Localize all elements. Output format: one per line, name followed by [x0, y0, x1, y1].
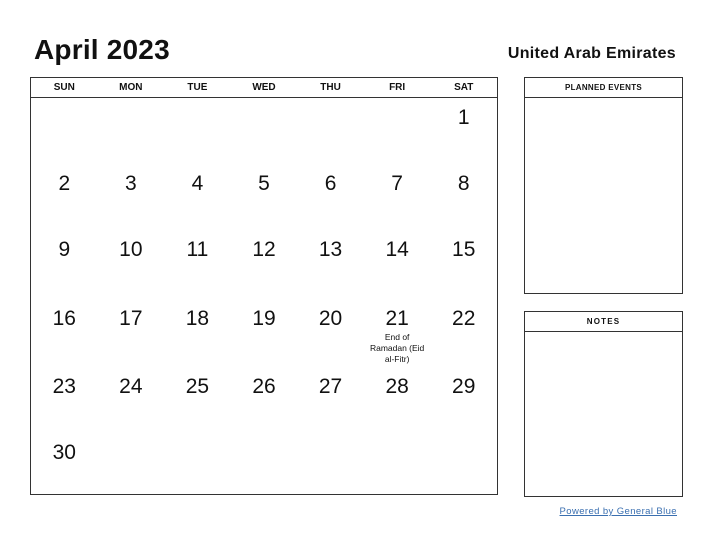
weekday-fri: FRI	[389, 82, 406, 93]
day-number: 6	[324, 172, 337, 195]
day-number: 27	[318, 375, 343, 398]
weekday-tue: TUE	[187, 82, 208, 93]
day-cell	[364, 238, 431, 262]
holiday-label: End of Ramadan (Eid al-Fitr)	[369, 332, 425, 364]
day-cell	[297, 238, 364, 262]
day-cell	[430, 375, 497, 399]
day-number: 22	[452, 307, 476, 330]
day-cell	[98, 238, 165, 262]
day-cell	[364, 307, 431, 365]
day-cell	[297, 441, 364, 465]
day-number: 5	[258, 172, 270, 195]
day-number: 13	[318, 238, 343, 261]
day-cell	[364, 375, 431, 399]
day-number: 10	[119, 238, 143, 261]
day-cell	[31, 307, 98, 365]
day-number: 12	[252, 238, 276, 261]
weekday-mon: MON	[119, 82, 143, 93]
week-row	[31, 106, 497, 130]
day-number: 14	[385, 238, 409, 261]
day-cell	[430, 106, 497, 130]
day-number: 4	[191, 172, 204, 195]
day-cell	[430, 307, 497, 365]
day-number: 16	[52, 307, 76, 330]
day-number: 11	[186, 238, 209, 261]
day-cell	[31, 375, 98, 399]
day-cell	[164, 307, 231, 365]
day-cell	[430, 172, 497, 196]
week-row	[31, 307, 497, 365]
powered-by-link[interactable]: Powered by General Blue	[559, 506, 677, 517]
weekday-header-row	[31, 78, 497, 98]
day-cell	[31, 172, 98, 196]
week-row	[31, 375, 497, 399]
weekday-sun: SUN	[53, 82, 75, 93]
weekday-wed: WED	[252, 82, 276, 93]
day-cell	[31, 106, 98, 130]
day-number: 17	[119, 307, 143, 330]
day-cell	[164, 441, 231, 465]
day-cell	[164, 106, 231, 130]
day-number: 21	[385, 307, 409, 330]
page-title: April 2023	[34, 34, 170, 65]
day-number: 25	[185, 375, 210, 398]
day-number: 15	[452, 238, 476, 261]
day-number: 18	[185, 307, 210, 330]
day-number: 9	[58, 238, 71, 261]
notes-title: NOTES	[525, 312, 682, 332]
day-cell	[364, 106, 431, 130]
weeks-container	[31, 98, 497, 494]
day-cell	[430, 441, 497, 465]
day-cell	[231, 307, 298, 365]
day-cell	[98, 106, 165, 130]
day-number: 29	[452, 375, 476, 398]
calendar-grid	[30, 77, 498, 495]
day-number: 3	[125, 172, 137, 195]
day-cell	[430, 238, 497, 262]
week-row	[31, 172, 497, 196]
week-row	[31, 238, 497, 262]
notes-panel	[524, 311, 683, 497]
day-cell	[231, 172, 298, 196]
day-number: 23	[52, 375, 76, 398]
day-number: 2	[58, 172, 71, 195]
day-cell	[164, 375, 231, 399]
day-cell	[31, 441, 98, 465]
day-cell	[364, 172, 431, 196]
day-number: 19	[252, 307, 276, 330]
day-number: 8	[457, 172, 470, 195]
day-cell	[164, 172, 231, 196]
day-number: 26	[252, 375, 276, 398]
day-cell	[364, 441, 431, 465]
day-cell	[98, 172, 165, 196]
day-number: 20	[318, 307, 343, 330]
country-label: United Arab Emirates	[507, 45, 676, 62]
day-cell	[297, 172, 364, 196]
planned-events-title: PLANNED EVENTS	[525, 78, 682, 98]
day-cell	[231, 375, 298, 399]
day-number: 1	[457, 106, 470, 129]
day-number: 28	[385, 375, 409, 398]
day-cell	[98, 441, 165, 465]
day-cell	[31, 238, 98, 262]
day-cell	[98, 375, 165, 399]
weekday-thu: THU	[320, 82, 341, 93]
planned-events-panel	[524, 77, 683, 294]
weekday-sat: SAT	[454, 82, 474, 93]
day-number: 7	[391, 172, 403, 195]
day-cell	[231, 238, 298, 262]
day-cell	[164, 238, 231, 262]
day-cell	[297, 375, 364, 399]
week-row	[31, 441, 497, 465]
day-number: 30	[52, 441, 76, 464]
day-cell	[231, 106, 298, 130]
day-cell	[231, 441, 298, 465]
day-cell	[297, 307, 364, 365]
day-number: 24	[119, 375, 143, 398]
day-cell	[297, 106, 364, 130]
day-cell	[98, 307, 165, 365]
